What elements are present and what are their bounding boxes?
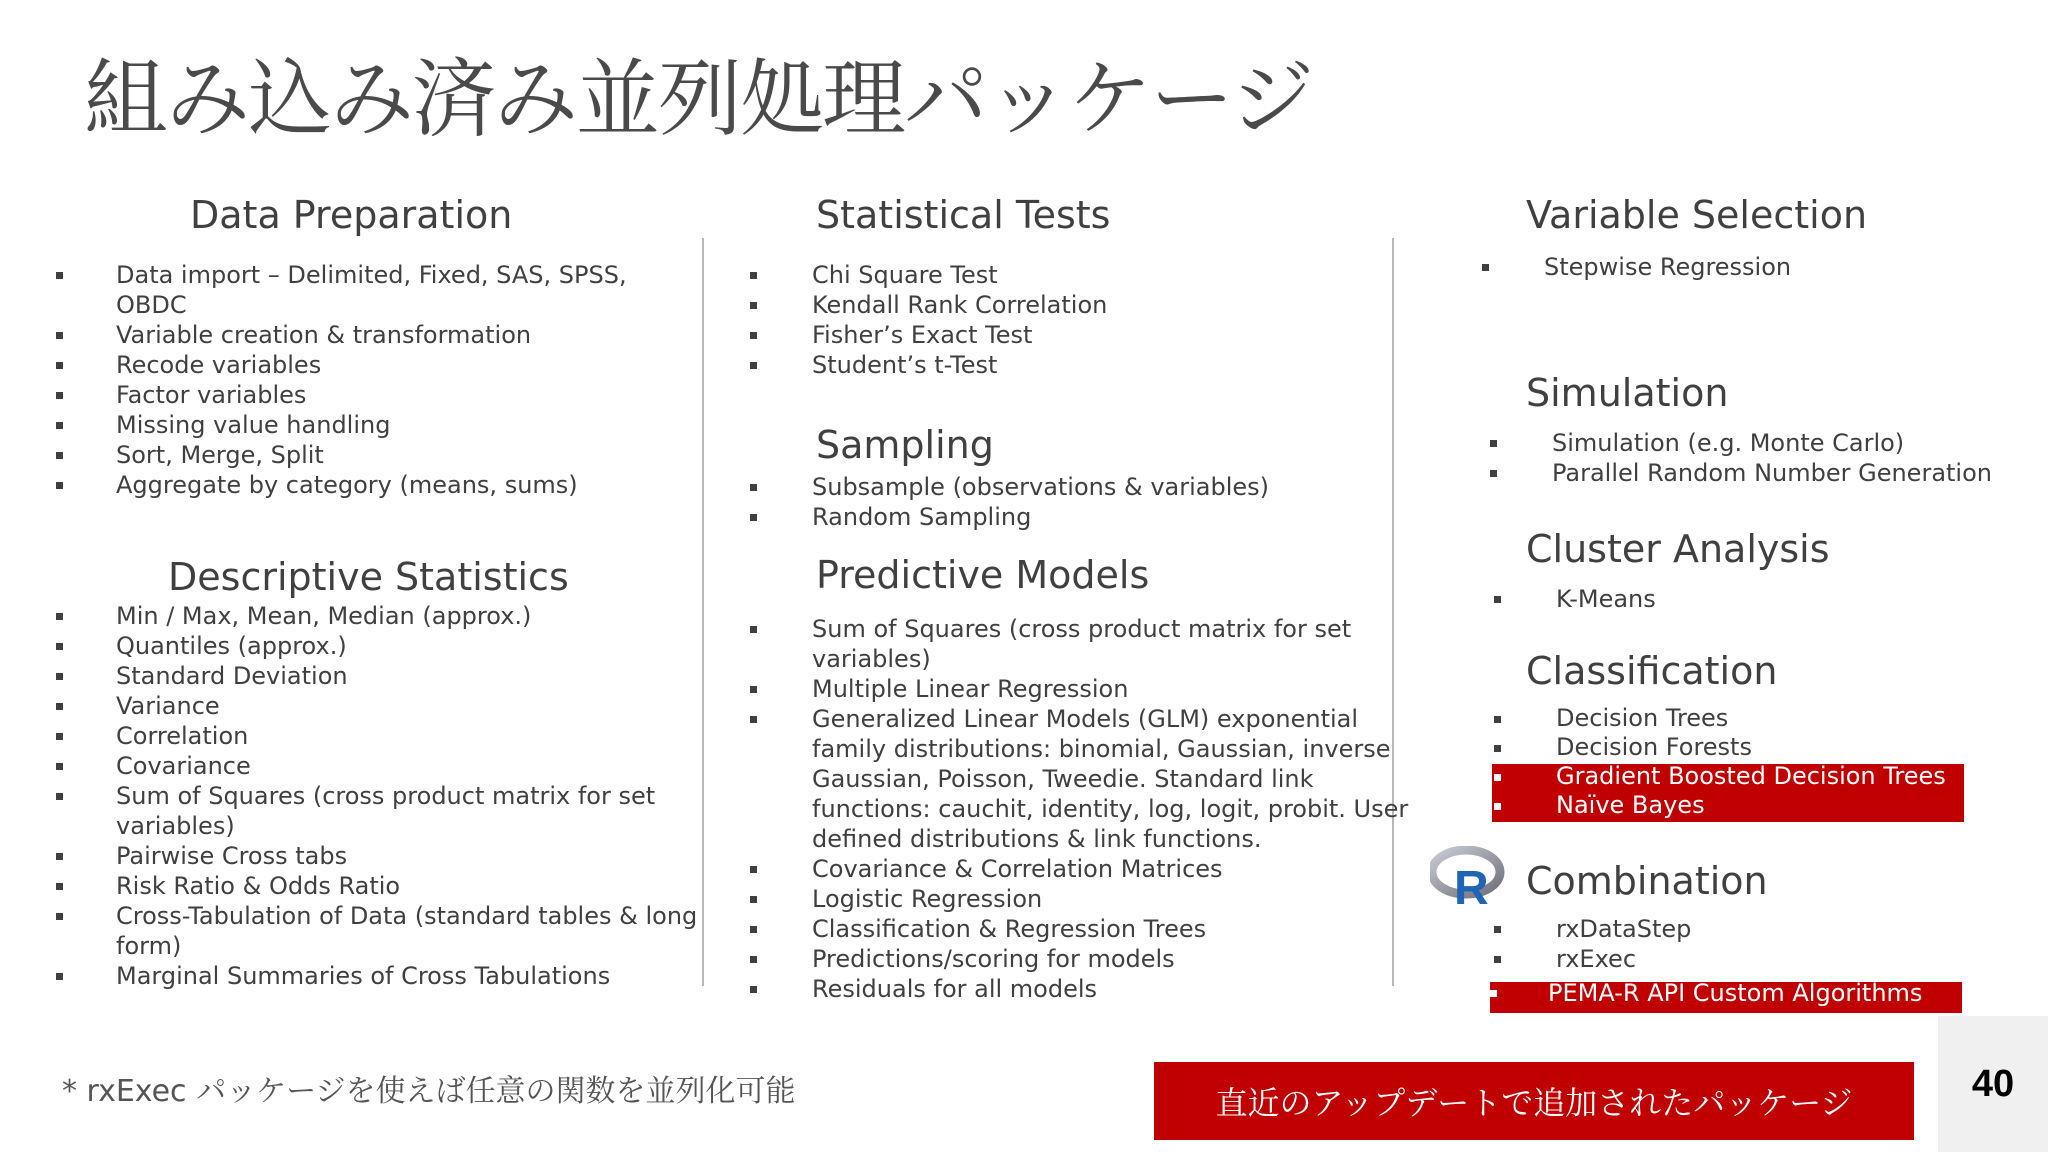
footnote: * rxExec パッケージを使えば任意の関数を並列化可能 — [62, 1074, 796, 1109]
list-item: Random Sampling — [750, 502, 1269, 532]
list-item-continuation: functions: cauchit, identity, log, logit, probit. User — [812, 795, 1409, 823]
bullet-icon — [1494, 803, 1501, 810]
section-heading: Variable Selection — [1526, 193, 1868, 237]
list-item: Cross-Tabulation of Data (standard tables & long — [56, 901, 697, 931]
list-item: Missing value handling — [56, 410, 627, 440]
list-item: Covariance & Correlation Matrices — [750, 854, 1408, 884]
list-item-continuation: variables) — [812, 645, 931, 673]
list-item-continuation: defined distributions & link functions. — [812, 825, 1262, 853]
bullet-icon — [750, 686, 757, 693]
list-item: Min / Max, Mean, Median (approx.) — [56, 601, 697, 631]
section-heading: Descriptive Statistics — [168, 555, 569, 599]
bullet-icon — [750, 986, 757, 993]
list-item: Variance — [56, 691, 697, 721]
bullet-icon — [56, 332, 63, 339]
bullet-icon — [1490, 470, 1497, 477]
list-item: Sort, Merge, Split — [56, 440, 627, 470]
bullet-icon — [1490, 440, 1497, 447]
bullet-icon — [750, 896, 757, 903]
list-item: Stepwise Regression — [1482, 252, 1867, 282]
bullet-icon — [56, 763, 63, 770]
list-item: Data import – Delimited, Fixed, SAS, SPSS, — [56, 260, 627, 290]
list-item: Chi Square Test — [750, 260, 1110, 290]
list-item: Subsample (observations & variables) — [750, 472, 1269, 502]
bullet-icon — [750, 272, 757, 279]
bullet-icon — [750, 484, 757, 491]
list-item: Predictions/scoring for models — [750, 944, 1408, 974]
list-item: rxDataStep — [1494, 914, 1922, 944]
bullet-icon — [56, 703, 63, 710]
list-item: rxExec — [1494, 944, 1922, 974]
bullet-icon — [56, 913, 63, 920]
section-heading: Predictive Models — [816, 553, 1150, 597]
bullet-icon — [56, 883, 63, 890]
bullet-icon — [56, 673, 63, 680]
bullet-icon — [1494, 596, 1501, 603]
section-heading: Combination — [1526, 859, 1768, 903]
section-heading: Cluster Analysis — [1526, 527, 1830, 571]
section-sampling — [750, 422, 1269, 532]
list-item: K-Means — [1494, 584, 1830, 614]
section-heading: Statistical Tests — [816, 193, 1111, 237]
section-classification — [1494, 648, 1946, 820]
list-item: Aggregate by category (means, sums) — [56, 470, 627, 500]
list-item: Parallel Random Number Generation — [1490, 458, 1992, 488]
list-item: Student’s t-Test — [750, 350, 1110, 380]
list-item: Factor variables — [56, 380, 627, 410]
page-number: 40 — [1938, 1016, 2048, 1152]
list-item: Sum of Squares (cross product matrix for set — [750, 614, 1408, 644]
list-item-new: Naïve Bayes — [1494, 791, 1946, 820]
slide-title: 組み込み済み並列処理パッケージ — [84, 50, 1313, 148]
bullet-icon — [750, 362, 757, 369]
bullet-icon — [56, 272, 63, 279]
section-descriptive-statistics — [56, 554, 697, 991]
r-logo-letter: R — [1454, 862, 1489, 908]
bullet-icon — [1494, 926, 1501, 933]
list-item: Decision Trees — [1494, 704, 1946, 733]
bullet-icon — [750, 926, 757, 933]
bullet-icon — [1494, 745, 1501, 752]
bullet-icon — [56, 973, 63, 980]
bullet-icon — [56, 613, 63, 620]
bullet-icon — [56, 853, 63, 860]
list-item-continuation: family distributions: binomial, Gaussian, inverse — [812, 735, 1391, 763]
section-simulation — [1490, 370, 1992, 488]
list-item: Recode variables — [56, 350, 627, 380]
section-heading: Sampling — [816, 423, 994, 467]
list-item-new: PEMA-R API Custom Algorithms — [1490, 978, 1922, 1008]
bullet-icon — [56, 643, 63, 650]
section-variable-selection — [1482, 192, 1867, 282]
list-item: Standard Deviation — [56, 661, 697, 691]
section-combination — [1494, 858, 1922, 1008]
bullet-icon — [750, 866, 757, 873]
bullet-icon — [56, 422, 63, 429]
section-cluster-analysis — [1494, 526, 1830, 614]
bullet-icon — [750, 514, 757, 521]
bullet-icon — [1494, 716, 1501, 723]
list-item: Covariance — [56, 751, 697, 781]
bullet-icon — [750, 302, 757, 309]
bullet-icon — [1490, 990, 1497, 997]
list-item: Decision Forests — [1494, 733, 1946, 762]
bullet-icon — [56, 482, 63, 489]
list-item: Sum of Squares (cross product matrix for set — [56, 781, 697, 811]
legend-new-packages: 直近のアップデートで追加されたパッケージ — [1154, 1062, 1914, 1140]
section-heading: Classification — [1526, 649, 1778, 693]
bullet-icon — [56, 362, 63, 369]
section-predictive-models — [750, 552, 1408, 1004]
list-item: Correlation — [56, 721, 697, 751]
list-item-continuation: form) — [116, 932, 182, 960]
bullet-icon — [750, 716, 757, 723]
list-item: Variable creation & transformation — [56, 320, 627, 350]
list-item: Classification & Regression Trees — [750, 914, 1408, 944]
section-heading: Simulation — [1526, 371, 1729, 415]
list-item: Risk Ratio & Odds Ratio — [56, 871, 697, 901]
list-item: Residuals for all models — [750, 974, 1408, 1004]
list-item: Multiple Linear Regression — [750, 674, 1408, 704]
list-item-new: Gradient Boosted Decision Trees — [1494, 762, 1946, 791]
column-divider-left — [702, 238, 704, 986]
bullet-icon — [56, 793, 63, 800]
bullet-icon — [56, 452, 63, 459]
bullet-icon — [750, 956, 757, 963]
list-item: Quantiles (approx.) — [56, 631, 697, 661]
list-item: Logistic Regression — [750, 884, 1408, 914]
bullet-icon — [1482, 264, 1489, 271]
list-item: Kendall Rank Correlation — [750, 290, 1110, 320]
section-statistical-tests — [750, 192, 1110, 380]
bullet-icon — [750, 332, 757, 339]
list-item-continuation: OBDC — [116, 291, 187, 319]
section-data-preparation — [56, 192, 627, 500]
bullet-icon — [1494, 774, 1501, 781]
list-item: Generalized Linear Models (GLM) exponential — [750, 704, 1408, 734]
bullet-icon — [1494, 956, 1501, 963]
bullet-icon — [56, 733, 63, 740]
bullet-icon — [56, 392, 63, 399]
list-item: Fisher’s Exact Test — [750, 320, 1110, 350]
bullet-icon — [750, 626, 757, 633]
list-item: Simulation (e.g. Monte Carlo) — [1490, 428, 1992, 458]
list-item: Pairwise Cross tabs — [56, 841, 697, 871]
list-item-continuation: Gaussian, Poisson, Tweedie. Standard link — [812, 765, 1314, 793]
section-heading: Data Preparation — [190, 193, 513, 237]
list-item-continuation: variables) — [116, 812, 235, 840]
list-item: Marginal Summaries of Cross Tabulations — [56, 961, 697, 991]
